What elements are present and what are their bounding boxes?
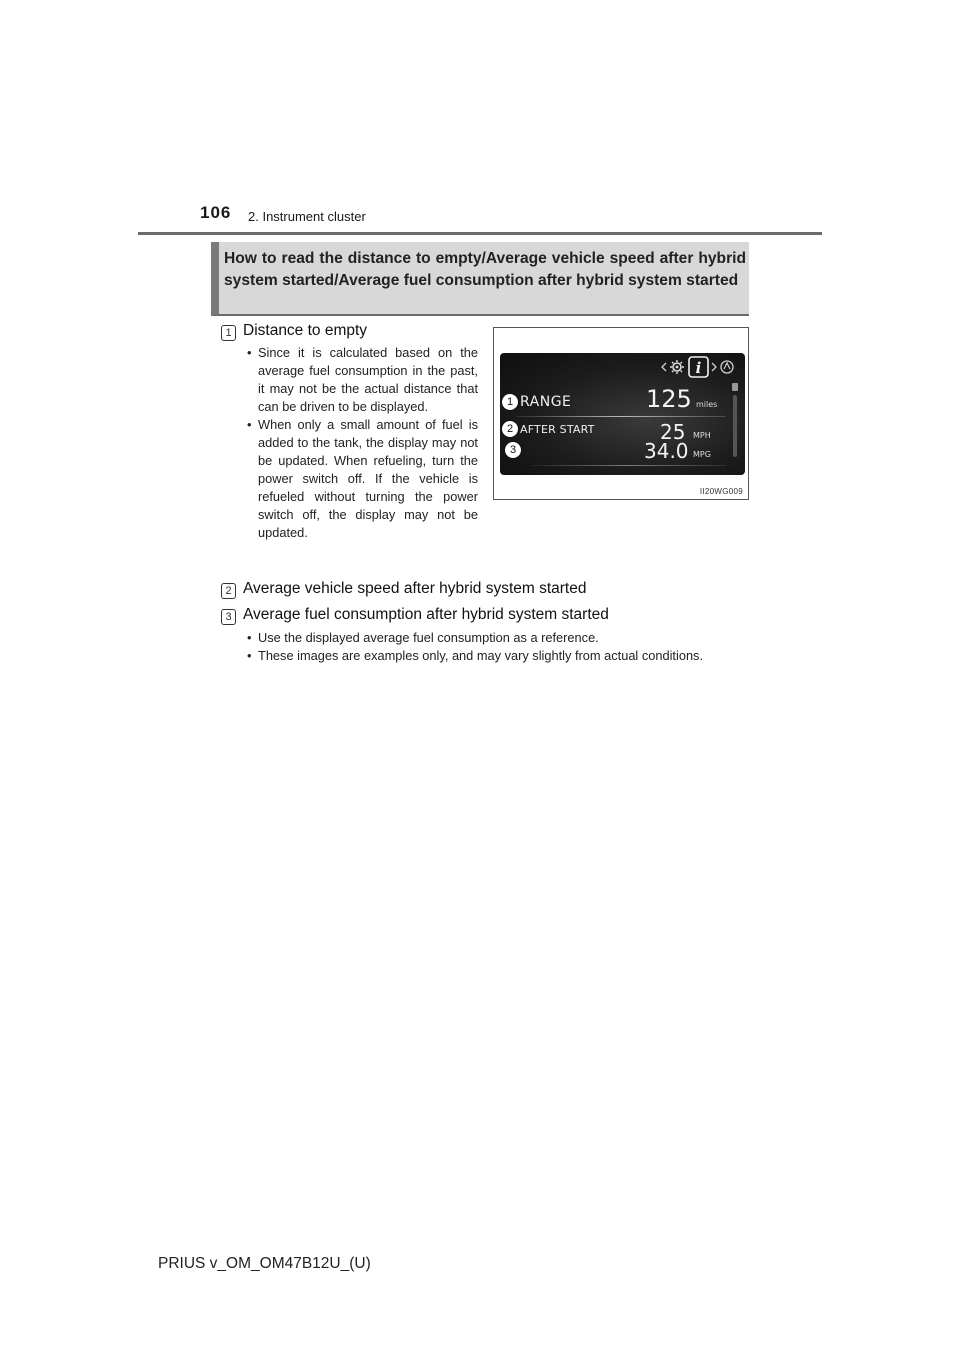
item-title: Average fuel consumption after hybrid system started xyxy=(243,606,609,623)
item-number-badge: 3 xyxy=(221,609,236,625)
item-number-badge: 2 xyxy=(221,583,236,599)
average-fuel-consumption-value: 34.0 xyxy=(644,439,689,463)
item-title: Distance to empty xyxy=(243,322,368,339)
fuel-consumption-unit: MPG xyxy=(693,450,711,459)
callout-2: 2 xyxy=(501,420,519,438)
speed-unit: MPH xyxy=(693,431,711,440)
scroll-indicator-top xyxy=(732,383,738,391)
divider-line xyxy=(516,416,726,417)
average-speed-value: 25 xyxy=(660,420,686,444)
display-icon-bar xyxy=(660,356,744,378)
scroll-indicator xyxy=(733,395,737,457)
list-item: • When only a small amount of fuel is added to the tank, the display may not be updated. When refueling, turn the power switch off. If the vehicle is refueled without turning the power switch off, the display may not be updated. xyxy=(244,416,478,542)
chapter-title: 2. Instrument cluster xyxy=(248,209,366,224)
range-label: RANGE xyxy=(520,394,572,410)
range-value: 125 xyxy=(646,385,692,413)
multi-information-display xyxy=(500,353,745,475)
divider-line xyxy=(530,465,726,466)
gear-icon xyxy=(670,360,684,374)
callout-3: 3 xyxy=(504,441,522,459)
header-rule xyxy=(138,232,822,235)
page-number: 106 xyxy=(200,203,232,222)
instrument-display-figure xyxy=(493,327,749,500)
chevron-left-icon xyxy=(662,363,666,371)
after-start-label: AFTER START xyxy=(520,423,595,436)
item-1-bullet-list xyxy=(244,344,478,542)
section-title: How to read the distance to empty/Average vehicle speed after hybrid system started/Average fuel consumption after hybrid system started xyxy=(224,250,746,289)
info-icon xyxy=(689,357,708,377)
item-3-bullet-list xyxy=(244,629,744,665)
item-title: Average vehicle speed after hybrid system started xyxy=(243,580,587,597)
section-heading-box xyxy=(211,242,749,316)
list-item: • These images are examples only, and may vary slightly from actual conditions. xyxy=(244,647,744,665)
chevron-right-icon xyxy=(712,363,716,371)
list-item: • Use the displayed average fuel consumption as a reference. xyxy=(244,629,744,647)
list-item: • Since it is calculated based on the average fuel consumption in the past, it may not be the actual distance that can be driven to be displayed. xyxy=(244,344,478,416)
range-unit: miles xyxy=(696,400,718,409)
figure-code: II20WG009 xyxy=(699,487,743,496)
svg-text:i: i xyxy=(695,359,702,377)
item-number-badge: 1 xyxy=(221,325,236,341)
model-code-footer: PRIUS v_OM_OM47B12U_(U) xyxy=(158,1255,371,1272)
eco-icon xyxy=(721,361,733,373)
callout-1: 1 xyxy=(501,393,519,411)
